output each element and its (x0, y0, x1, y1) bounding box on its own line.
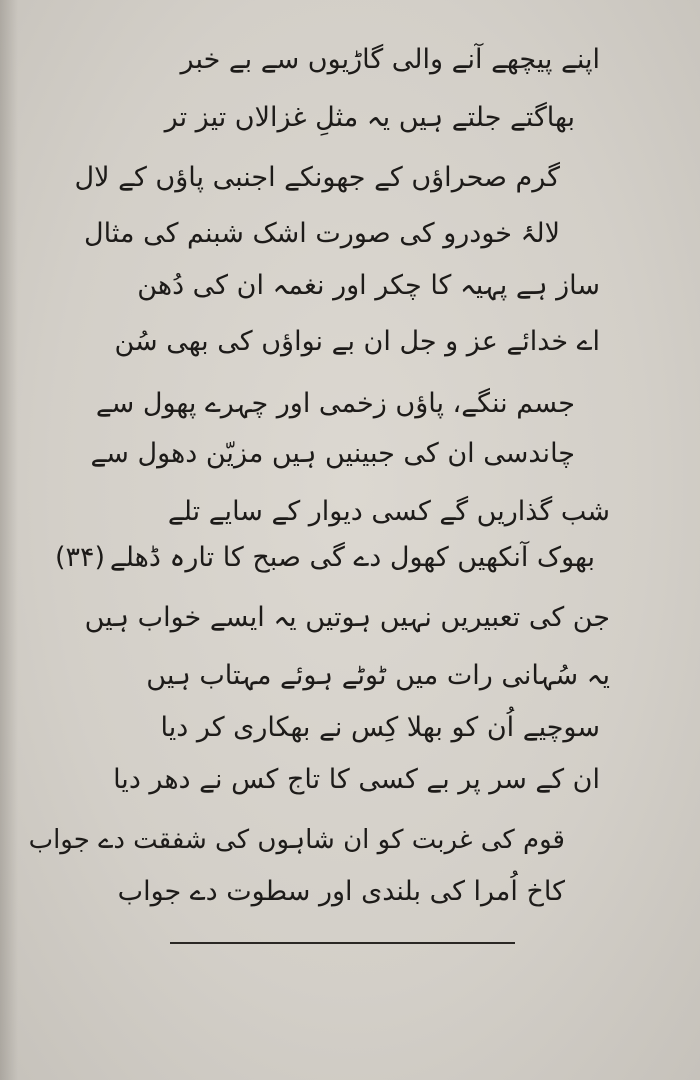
poem-line-15: قوم کی غربت کو ان شاہوں کی شفقت دے جواب (28, 825, 565, 855)
poem-line-10: بھوک آنکھیں کھول دے گی صبح کا تارہ ڈھلے (109, 542, 595, 573)
end-divider-line (170, 942, 515, 944)
poem-line-6: اے خدائے عز و جل ان بے نواؤں کی بھی سُن (114, 326, 600, 357)
poem-line-7: جسم ننگے، پاؤں زخمی اور چہرے پھول سے (95, 388, 575, 419)
poem-line-3: گرم صحراؤں کے جھونکے اجنبی پاؤں کے لال (74, 162, 560, 193)
page-edge-shadow (0, 0, 18, 1080)
poem-line-4: لالۂ خودرو کی صورت اشک شبنم کی مثال (84, 218, 560, 249)
poem-line-13: سوچیے اُن کو بھلا کِس نے بھکاری کر دیا (160, 712, 600, 743)
poem-line-12: یہ سُہانی رات میں ٹوٹے ہوئے مہتاب ہیں (146, 660, 610, 691)
poem-line-9: شب گذاریں گے کسی دیوار کے سایے تلے (167, 496, 610, 527)
poem-line-5: ساز ہے پہیہ کا چکر اور نغمہ ان کی دُھن (137, 270, 600, 301)
poem-line-2: بھاگتے جلتے ہیں یہ مثلِ غزالاں تیز تر (164, 102, 575, 133)
poem-line-16: کاخ اُمرا کی بلندی اور سطوت دے جواب (117, 876, 565, 907)
poem-line-1: اپنے پیچھے آنے والی گاڑیوں سے بے خبر (180, 44, 600, 75)
poem-line-8: چاندسی ان کی جبینیں ہیں مزیّن دھول سے (90, 438, 575, 469)
poem-line-11: جن کی تعبیریں نہیں ہوتیں یہ ایسے خواب ہیں (84, 602, 610, 633)
poem-line-14: ان کے سر پر بے کسی کا تاج کس نے دھر دیا (113, 764, 600, 795)
page-number: (۳۴) (55, 542, 106, 573)
